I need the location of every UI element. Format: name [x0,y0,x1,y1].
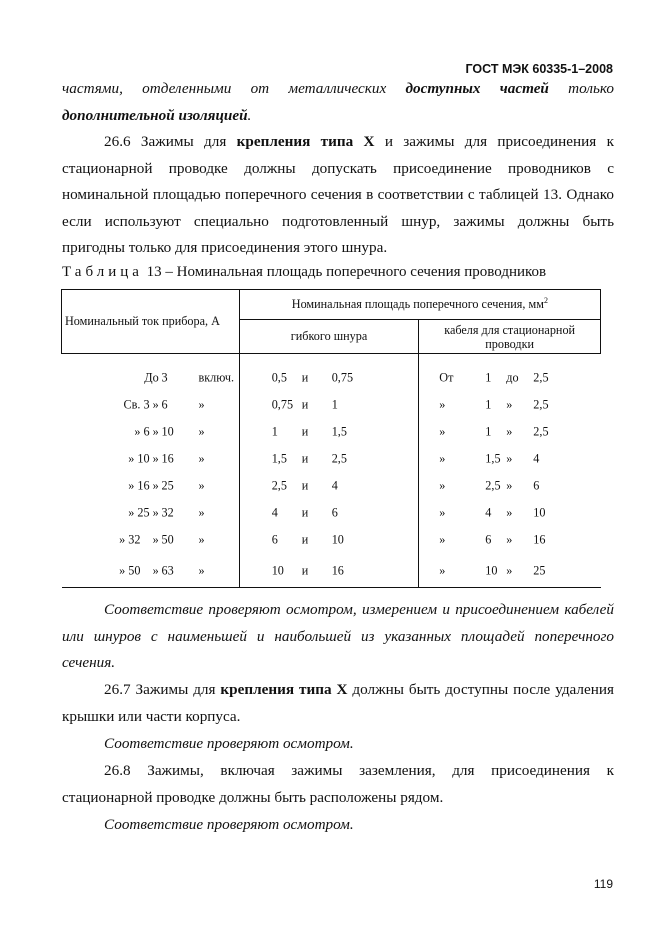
paragraph-text: 26.7 Зажимы для [104,681,221,698]
table-value: 16 [533,532,546,546]
table-value: » [439,505,446,519]
compliance-check-1: Соответствие проверяют осмотром, измерением и присоединением кабелей или шнуров с наименьшей и наибольшей из указанных площадей поперечного сечения. [62,601,614,671]
table-value: » [198,451,205,465]
col-group-header: Номинальная площадь поперечного сечения, $мм^2$ [239,290,600,320]
table-cell [239,499,419,526]
term-type-x-attachment: крепления типа X [236,133,375,150]
table-cell [239,526,419,553]
table-value: и [301,397,309,411]
table-value: и [301,478,309,492]
table-value: » 16 » [128,478,159,492]
paragraph-26-6 [62,129,614,262]
table-value: 6 [485,532,492,546]
table-caption-text: 13 – Номинальная площадь поперечного сечения проводников [142,264,547,280]
table-value: » [439,532,446,546]
table-value: » [198,532,205,546]
table-value: 10 [485,563,498,578]
table-value: 63 [161,563,174,578]
table-value: » [198,563,205,578]
table-value: 2,5 [271,478,287,492]
table-value: 0,75 [271,397,294,411]
paragraph-26-8: 26.8 Зажимы, включая зажимы заземления, для присоединения к стационарной проводке должны быть расположены рядом. [62,762,614,806]
term-supplementary-insulation: дополнительной изоляцией [62,106,248,124]
table-value: » [198,424,205,438]
table-value: 2,5 [331,451,347,465]
table-value: до [506,370,519,384]
table-value: Св. 3 » [123,397,159,411]
table-value: » 25 » [128,505,159,519]
table-cell [419,553,601,588]
table-cell [239,391,419,418]
table-value: » [506,451,513,465]
paragraph-text: должны быть доступны после удаления крышки или части корпуса. [62,681,614,725]
intro-paragraph [62,76,614,129]
table-cell [419,499,601,526]
table-value: » [198,505,205,519]
table-value: » [506,505,513,519]
table-value: 4 [271,505,278,519]
table-caption-word: Таблица [62,264,143,280]
table-cell [239,553,419,588]
table-value: и [301,424,309,438]
table-value: » 32 » [119,532,159,546]
table-cell [419,472,601,499]
table-value: 6 [331,505,338,519]
table-cell [239,354,419,392]
unit-superscript: 2 [543,296,548,306]
table-value: 1 [271,424,278,438]
document-header: ГОСТ МЭК 60335-1–2008 [465,62,613,76]
table-row [62,418,601,445]
table-value: 1,5 [331,424,347,438]
table-value: 2,5 [533,370,549,384]
table-value: 50 [161,532,174,546]
table-value: и [301,451,309,465]
table-cell [419,526,601,553]
table-value: и [301,563,309,578]
table-row [62,526,601,553]
col-flexible-cord-header: гибкого шнура [239,320,419,354]
table-value: 1 [485,370,492,384]
table-value: 0,75 [331,370,354,384]
table-row [62,499,601,526]
table-cell [62,472,240,499]
intro-text: . [247,106,252,124]
table-value: 1,5 [271,451,287,465]
table-value: 6 [271,532,278,546]
paragraph-text: и зажимы для присоединения к стационарной проводке должны допускать присоединение проводников с номинальной площадью поперечного сечения в соответствии с таблицей 13. Однако если используют специально подготовленный шнур, зажимы должны быть пригодны только для присоединения этого шнура. [62,133,614,256]
paragraph-26-7 [62,677,614,730]
table-cell [419,354,601,392]
table-value: До [144,370,159,384]
table-value: 4 [331,478,338,492]
table-value: 1,5 [485,451,501,465]
table-value: » [439,451,446,465]
term-accessible-parts: доступных частей [405,80,549,97]
table-cell [239,472,419,499]
table-row [62,391,601,418]
table-value: 2,5 [533,397,549,411]
table-value: 25 [161,478,174,492]
table-value: 1 [485,424,492,438]
table-value: 10 [533,505,546,519]
table-row [62,553,601,588]
table-cell [62,526,240,553]
table-value: » [506,397,513,411]
table-value: » [198,397,205,411]
table-value: 25 [533,563,546,578]
table-value: 2,5 [485,478,501,492]
col-fixed-wiring-header: кабеля для стационарной проводки [419,320,601,354]
table-row [62,445,601,472]
table-value: 4 [533,451,540,465]
table-value: и [301,370,309,384]
page-number: 119 [593,877,613,891]
table-value: 32 [161,505,174,519]
table-cell [62,391,240,418]
table-value: » [439,478,446,492]
table-cell [62,418,240,445]
compliance-check-2: Соответствие проверяют осмотром. [104,735,354,752]
table-row [62,472,601,499]
table-value: включ. [198,370,235,384]
table-cell [239,445,419,472]
term-type-x-attachment: крепления типа X [220,681,348,698]
table-value: От [439,370,454,384]
table-row [62,354,601,392]
table-value: 4 [485,505,492,519]
table-value: 2,5 [533,424,549,438]
table-value: и [301,532,309,546]
table-cell [62,445,240,472]
table-value: 10 [161,424,174,438]
table-caption [62,264,546,281]
table-value: » [506,424,513,438]
table-cell [419,418,601,445]
col-rated-current-header: Номинальный ток прибора, А [62,290,240,354]
table-value: 1 [331,397,338,411]
table-value: » [198,478,205,492]
table-value: 10 [271,563,284,578]
table-value: и [301,505,309,519]
table-value: 16 [161,451,174,465]
table-value: 0,5 [271,370,287,384]
table-cell [419,391,601,418]
intro-text: частями, отделенными от металлических [62,80,406,97]
table-value: 6 [161,397,168,411]
table-value: 16 [331,563,344,578]
intro-text: только [548,80,614,97]
table-value: 3 [161,370,168,384]
table-value: » [439,424,446,438]
table-cell [62,354,240,392]
table-value: » [506,478,513,492]
table-value: » 10 » [128,451,159,465]
paragraph-text: 26.6 Зажимы для [104,133,237,150]
table-value: » [506,532,513,546]
cross-section-table [61,289,601,588]
table-value: » [506,563,513,578]
table-value: » 6 » [134,424,159,438]
table-value: » [439,563,446,578]
table-cell [419,445,601,472]
table-value: 6 [533,478,540,492]
table-value: 10 [331,532,344,546]
table-cell [62,553,240,588]
compliance-check-3: Соответствие проверяют осмотром. [104,816,354,833]
table-cell [62,499,240,526]
table-cell [239,418,419,445]
table-value: » 50 » [119,563,159,578]
table-value: 1 [485,397,492,411]
table-value: » [439,397,446,411]
